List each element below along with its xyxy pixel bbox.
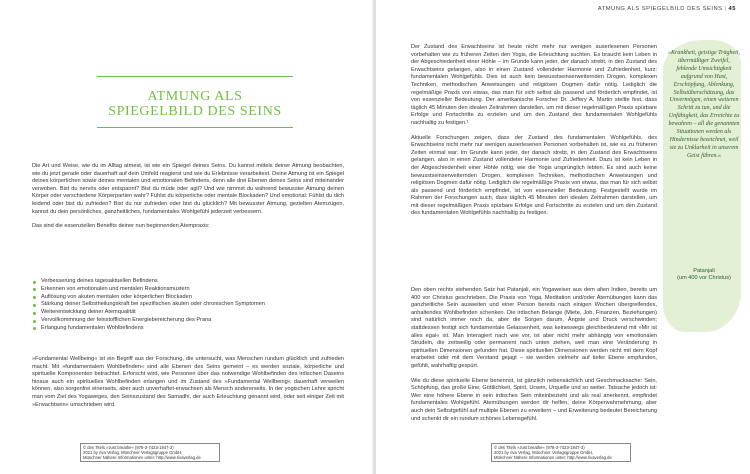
running-head-divider: | xyxy=(724,6,727,12)
quote-author: Patanjali xyxy=(693,268,715,274)
title-rule-bottom xyxy=(97,127,293,128)
left-page xyxy=(0,0,374,474)
pull-quote: »Krankheit, geistige Trägheit, übermäßiger Zweifel, fehlende Umsichtigkeit aufgrund von Hast, Erschöpfung, Ablenkung, Selbstüberschätzung, das Unvermögen, einen weiteren Schritt zu tun, und die Unfähigkeit, das Erreichte zu bewahren – all die genannten Situationen werden als Hindernisse bezeichnet, weil sie zu Unklarheit in unserem Geist führen.« xyxy=(668,50,740,159)
intro-paragraph: Die Art und Weise, wie du im Alltag atmest, ist wie ein Spiegel deines Seins. Du kannst mittels deiner Atmung beobachten, wie du jetzt gerade oder dauerhaft auf dein Umfeld reagierst und wie du Erlebnisse verarbeitest. Deine Atmung ist ein Spiegel deines körperlichen sowie deines mentalen und emotionalen Befindens, denn alle drei Ebenen deines Seins sind miteinander verwoben. Bist du nervös oder entspannt? Bist du müde oder agil? Und wie nimmst du während bewusster Atmung deinen Körper oder verschiedene Körperpartien wahr? Fühlst du körperliche oder mentale Blockaden? Und emotional: Fühlst du dich leidend oder bist du zufrieden? Bist du nur zufrieden oder bist du glücklich? Mit bewusster Atmung, gezielten Atemzügen, kannst du dein persönliches, ganzheitliches, fundamentales Wohlgefühl jederzeit verbessern. xyxy=(32,163,344,215)
bullet-icon xyxy=(33,288,36,291)
running-head-title: ATMUNG ALS SPIEGELBILD DES SEINS xyxy=(597,6,723,12)
list-item: Auflösung von akuten mentalen oder körperlichen Blockaden xyxy=(32,294,344,302)
paragraph: Aktuelle Forschungen zeigen, dass der Zustand des fundamentalen Wohlgefühls, des Erwachtseins nicht mehr nur wenigen auserlesenen Personen vorbehalten ist, wie es zu früheren Zeiten einmal war. Im Grunde kann jeder, der danach strebt, in den Zustand des Erwachtseins gelangen, also in einen Zustand vollendeter Harmonie und Zufriedenheit. Dazu ist kein Leben in der Abgeschiedenheit einer Höhle nötig, wie die Yogis ursprünglich lebten. Es sind auch keine bewusstseinserweiternden Drogen, komplexen Techniken, methodischen Anweisungen und religiösen Dogmen dafür nötig. Lediglich die regelmäßige Praxis von etwas, das man für sich selbst als passend und förderlich empfindet, ist von essenzieller Bedeutung. Festgestellt wurde im Rahmen der Forschungen auch, dass täglich 45 Minuten den idealen Zeitrahmen darstellen, um mit dieser regelmäßigen Praxis spürbare Erfolge und Fortschritte zu erzielen und um den Zustand des fundamentalen Wohlgefühls nachhaltig zu festigen. xyxy=(411,134,657,217)
list-item: Erkennen von emotionalen und mentalen Reaktionsmustern xyxy=(32,286,344,294)
paragraph: Wie du diese spirituelle Ebene benennst, ist gänzlich nebensächlich und Geschmacksache: Sein, Schöpfung, das große Eine, Göttlichkeit, Spirit, Ursein, Urquelle und so weiter. Tatsache jedoch ist: Wer eine höhere Ebene in sein irdisches Sein miteinbezieht und als real anerkennt, empfindet fundamentales Wohlgefühl. Atemübungen werden dir helfen, deine Körperwahrnehmung, aber auch dein Selbstgefühl auf multiple Ebenen zu erweitern – und Erweiterung bedeutet Bereicherung und schenkt dir ein rundum schönes Lebensgefühl. xyxy=(411,377,657,422)
bullet-icon xyxy=(33,296,36,299)
title-rule-top xyxy=(97,76,293,77)
bullet-icon xyxy=(33,327,36,330)
running-head xyxy=(598,6,736,12)
list-item: Erlangung fundamentalen Wohlbefindens xyxy=(32,325,344,333)
paragraph: Den oben rechts stehenden Satz hat Patanjali, ein Yogaweiser aus dem alten Indien, bereits um 400 vor Christus geschrieben. Die Praxis von Yoga, Meditation und/oder Atemübungen kann das ganzheitliche Sein ausweiten und einer Person bereits nach einigen Wochen übergreifendes, anhaltendes Wohlbefinden schenken. Die irdischen Belange (Miete, Job, Finanzen, Beziehungen) sind natürlich immer noch da, aber die Sorgen darum, Ängste und Druck verschwinden; stattdessen festigt sich fundamentale Gelassenheit, was keineswegs gleichbedeutend mit »Mir ist alles egal« ist. Man interagiert nach wie vor, ist aber nicht mehr abhängig von emotionalen Strudeln, die zeitweilig oder permanent nach unten ziehen, weil man eine Veränderung in spirituellen Dimensionen gefunden hat. Diese spirituellen Dimensionen werden nicht mit dem Kopf erarbeitet oder mit dem Verstand gejagt – sie werden vielmehr auf tiefer Ebene empfunden, gefühlt, wahrhaftig gespürt. xyxy=(411,287,657,369)
copyright-notice-right: © des Titels »Just breathe« (978-3-7423-1847-3) 2021 by riva Verlag, Münchner Verlagsgruppe GmbH, Münchner Nähere Informationen unter: http://www.rivaverlag.de xyxy=(491,443,631,462)
left-body xyxy=(32,163,344,231)
list-item: Stärkung deiner Selbstheilungskraft bei spezifischen akuten oder chronischen Symptomen xyxy=(32,301,344,309)
quote-date: (um 400 vor Christus) xyxy=(677,275,731,282)
page-number: 45 xyxy=(728,6,736,12)
right-column xyxy=(411,44,657,218)
benefits-list xyxy=(32,278,344,333)
list-item: Verbesserung deines tagesaktuellen Befindens xyxy=(32,278,344,286)
chapter-title-line-1: ATMUNG ALS xyxy=(147,89,243,104)
copyright-notice: © des Titels »Just breathe« (978-3-7423-1847-3) 2021 by riva Verlag, Münchner Verlagsgruppe GmbH, Münchner Nähere Informationen unter: http://www.rivaverlag.de xyxy=(80,443,220,462)
bullet-icon xyxy=(33,304,36,307)
quote-attribution xyxy=(668,268,740,283)
list-item: Weiterentwicklung deiner Atemqualität xyxy=(32,309,344,317)
bullet-icon xyxy=(33,281,36,284)
list-item: Vervollkommnung der feinstofflichen Energiebereicherung des Prana xyxy=(32,317,344,325)
chapter-title-box xyxy=(97,76,293,128)
chapter-title xyxy=(97,89,293,119)
bullet-icon xyxy=(33,320,36,323)
paragraph: Der Zustand des Erwachtseins ist heute nicht mehr nur wenigen auserlesenen Personen vorbehalten wie zu früheren Zeiten den Yogis, die Erleuchtung suchten. Es braucht kein Leben in der Abgeschiedenheit einer Höhle – im Grunde kann jeder, der danach strebt, in den Zustand des Erwachtseins gelangen, also in einen Zustand vollendeter Harmonie und Zufriedenheit, kurz: fundamentalen Wohlgefühls. Dies ist auch kein bewusstseinserweiternden Drogen, komplexen Techniken, methodischen Anweisungen und religiösen Dogmen dafür nötig. Lediglich die regelmäßige Praxis von etwas, das man für sich selbst als passend und förderlich empfindet, ist von essenzieller Bedeutung. Der amerikanische Forscher Dr. Jeffery A. Martin stellte fest, dass täglich 45 Minuten den idealen Zeitrahmen darstellen, um mit dieser regelmäßigen Praxis spürbare Erfolge und Fortschritte zu erzielen und um den Zustand des fundamentalen Wohlgefühls nachhaltig zu festigen.¹ xyxy=(411,44,657,126)
list-intro: Das sind die essenziellen Benefits deiner nun beginnenden Atempraxis: xyxy=(32,223,210,230)
right-column-lower xyxy=(411,287,657,423)
chapter-title-line-2: SPIEGELBILD DES SEINS xyxy=(108,104,282,119)
closing-paragraph: »Fundamental Wellbeing« ist ein Begriff aus der Forschung, die untersucht, was Menschen rundum glücklich und zufrieden macht. Mit »fundamentalem Wohlbefinden« sind alle Ebenen des Seins gemeint – es werden soziale, körperliche und spirituelle Komponenten betrachtet. Erforscht wird, wie Personen über das notwendige Wohlbefinden des irdischen Daseins hinaus auch ein spirituelles Wohlbefinden erlangen und im Zustand des »Fundamental Wellbeing« dauerhaft verweilen können, also sorgenfrei einerseits, aber auch unverhaftet-erwachsen als Mensch andererseits. In der yogischen Lehre spricht man vom Ziel des Yogaweges, den Seinszustand des Samadhi, der auch Erleuchtung genannt wird, oder seit einiger Zeit mit »Erwachtsein« umschrieben wird. xyxy=(32,356,344,408)
closing-section xyxy=(32,356,344,409)
bullet-icon xyxy=(33,312,36,315)
